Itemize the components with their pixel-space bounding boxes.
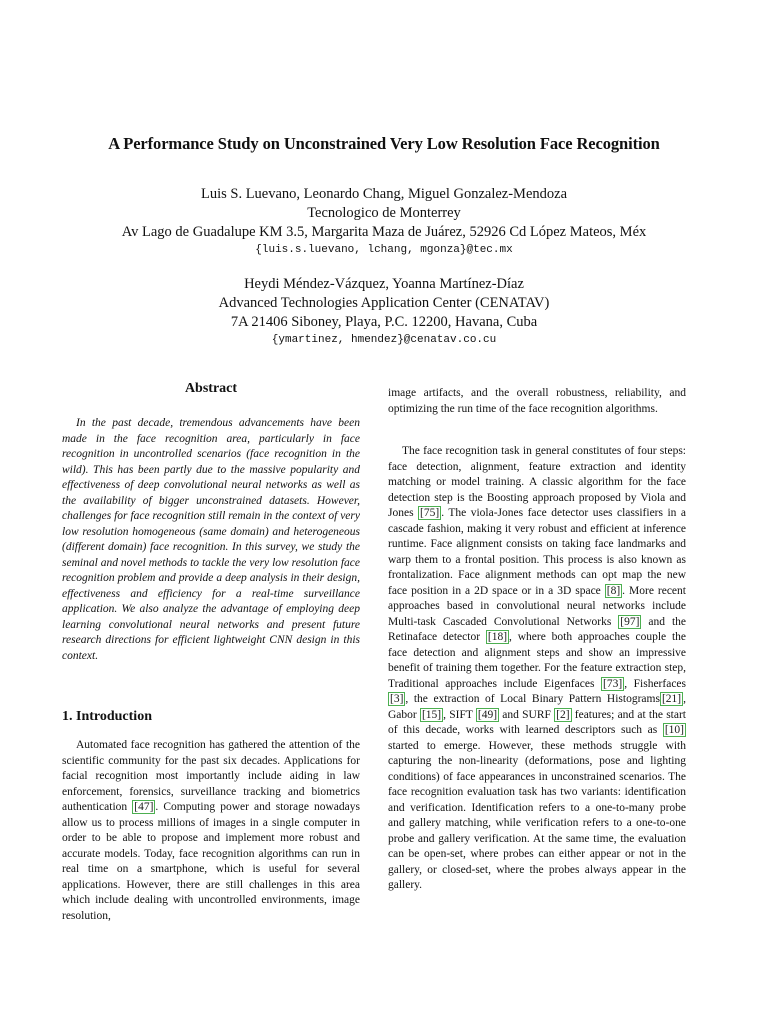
paper-title: A Performance Study on Unconstrained Very Low Resolution Face Recognition <box>108 134 660 153</box>
citation-link[interactable]: [3] <box>390 693 404 705</box>
author-address-1: Av Lago de Guadalupe KM 3.5, Margarita Maza de Juárez, 52926 Cd López Mateos, Méx <box>121 224 647 240</box>
body-text: , where both approaches couple the face detection and alignment steps and show an impressive benefit of training them together. For the feature extraction step, Traditional approaches include Eigenfaces <box>388 631 686 690</box>
body-text: features; and at the start of this decade, works with learned descriptors such as <box>388 708 686 736</box>
body-text: started to emerge. However, these methods struggle with capturing the non-linearity (deformations, pose and lighting conditions) of face appearances in unconstrained scenarios. The face recognition evaluation task has two variants: identification and verification. Identification refers to a one-to-many probe and gallery matching, while verification refers to a one-to-one probe and gallery verification. At the same time, the evaluation can be open-set, where probes can either appear or not in the gallery, or closed-set, where the probes always appear in the gallery. <box>388 739 686 891</box>
body-text: and the Retinaface detector <box>388 615 686 643</box>
citation-link[interactable]: [75] <box>420 507 440 519</box>
author-institution-1: Tecnologico de Monterrey <box>307 205 461 221</box>
author-emails-1: {luis.s.luevano, lchang, mgonza}@tec.mx <box>255 244 513 256</box>
body-text: The face recognition task in general constitutes of four steps: face detection, alignment, feature extraction and identity matching or model training. A classic algorithm for the face detection step is the Boosting approach proposed by Viola and Jones <box>388 445 686 519</box>
abstract-heading: Abstract <box>184 381 238 396</box>
citation-link[interactable]: [8] <box>606 584 621 597</box>
right-column-paragraph <box>388 444 686 894</box>
citation-link[interactable]: [49] <box>477 708 498 721</box>
section-heading-introduction: 1. Introduction <box>62 709 152 724</box>
body-text: , Fisherfaces <box>624 677 687 690</box>
intro-text: . Computing power and storage nowadays allow us to process millions of images in a single computer in order to be able to propose and implement more robust and accurate models. Today, face recognition algorithms can run in real time on a smartphone, which is useful for several applications. However, there are still challenges in this area which include dealing with uncontrolled environments, image resolution, <box>62 801 360 922</box>
intro-paragraph-1 <box>62 738 360 924</box>
body-text: , the extraction of Local Binary Pattern Histograms <box>405 693 660 705</box>
body-text: . The viola-Jones face detector uses classifiers in a cascade fashion, making it very robust and efficient at inference runtime. Face alignment consists on taking face landmarks and warp them to a frontal position. This process is also known as frontalization. Face alignment methods can opt map the new face position in a 2D space or in a 3D space <box>388 507 687 597</box>
abstract-text: In the past decade, tremendous advancements have been made in the face recognition area, particularly in face recognition in uncontrolled scenarios (face recognition in the wild). This has been partly due to the massive popularity and effectiveness of deep convolutional neural networks as well as the availability of bigger unconstrained datasets. However, challenges for face recognition still remain in the context of very low resolution homogeneous (same domain) and heterogeneous (different domain) face recognition. In this survey, we study the seminal and novel methods to tackle the very low resolution face recognition problem and provide a deep analysis in their design, effectiveness and efficiency for a real-time surveillance application. We also analyze the advantage of employing deep learning convolutional neural networks and present future research directions for efficient lightweight CNN design in this context. <box>62 417 360 662</box>
right-column-continuation <box>388 386 686 417</box>
author-emails-2: {ymartinez, hmendez}@cenatav.co.cu <box>271 334 497 346</box>
body-text: and SURF <box>499 708 555 721</box>
face-recognition-steps-paragraph <box>388 444 686 894</box>
introduction-paragraph <box>62 738 360 924</box>
body-text: , Gabor <box>388 693 686 721</box>
citation-link[interactable]: [15] <box>421 708 442 721</box>
citation-link[interactable]: [10] <box>664 724 684 736</box>
author-address-2: 7A 21406 Siboney, Playa, P.C. 12200, Havana, Cuba <box>230 314 538 330</box>
citation-link[interactable]: [73] <box>603 677 623 690</box>
author-names-2: Heydi Méndez-Vázquez, Yoanna Martínez-Díaz <box>244 276 524 292</box>
author-names-1: Luis S. Luevano, Leonardo Chang, Miguel Gonzalez-Mendoza <box>200 186 568 202</box>
body-text: , SIFT <box>443 708 476 721</box>
abstract-body <box>62 416 360 664</box>
author-block-2 <box>0 275 768 349</box>
author-block-1 <box>0 185 768 259</box>
citation-link[interactable]: [97] <box>620 615 640 628</box>
citation-link[interactable]: [18] <box>487 631 508 643</box>
intro-text: Automated face recognition has gathered the attention of the scientific community for the past six decades. Applications for facial recognition most importantly include aiding in law enforcement, forensics, surveillance tracking and biometrics authentication <box>62 739 360 813</box>
citation-link[interactable]: [21] <box>661 693 682 705</box>
author-institution-2: Advanced Technologies Application Center (CENATAV) <box>218 295 550 311</box>
body-text: . More recent approaches based in convolutional neural networks include Multi-task Cascaded Convolutional Networks <box>388 584 686 628</box>
citation-link[interactable]: [47] <box>134 801 154 813</box>
citation-link[interactable]: [2] <box>556 708 570 721</box>
continued-paragraph: image artifacts, and the overall robustness, reliability, and optimizing the run time of the face recognition algorithms. <box>388 387 686 415</box>
